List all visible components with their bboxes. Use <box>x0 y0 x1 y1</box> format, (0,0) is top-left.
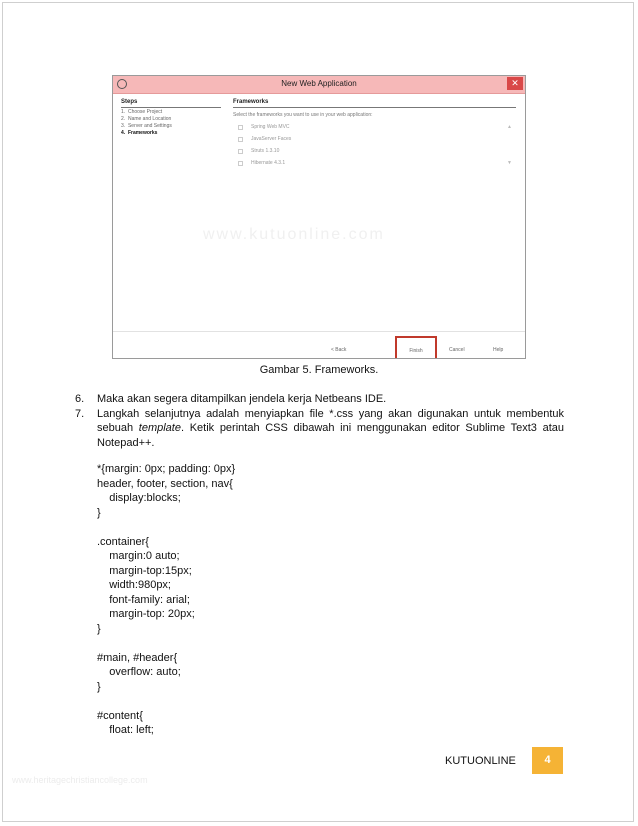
step-item: 2. Name and Location <box>121 116 172 122</box>
framework-item[interactable]: Spring Web MVC ▲ <box>233 121 516 133</box>
cancel-button[interactable]: Cancel <box>449 347 465 353</box>
close-icon[interactable]: ✕ <box>507 77 523 90</box>
steps-panel <box>121 99 221 136</box>
instruction-list <box>75 392 564 450</box>
back-button[interactable]: < Back <box>331 347 347 353</box>
checkbox-icon[interactable] <box>238 161 243 166</box>
code-line <box>97 694 235 709</box>
list-number: 7. <box>75 407 85 420</box>
list-text: Maka akan segera ditampilkan jendela kerja Netbeans IDE. <box>97 393 387 405</box>
frameworks-panel <box>233 99 516 169</box>
framework-item[interactable]: JavaServer Faces <box>233 133 516 145</box>
code-line: } <box>97 622 101 635</box>
code-line: width:980px; <box>97 579 171 591</box>
dialog-title: New Web Application <box>281 79 357 88</box>
code-line: margin-top: 20px; <box>97 608 195 620</box>
page-number-badge: 4 <box>532 747 563 774</box>
code-line: display:blocks; <box>97 492 181 504</box>
checkbox-icon[interactable] <box>238 137 243 142</box>
code-line: overflow: auto; <box>97 666 181 678</box>
step-item-active: 4. Frameworks <box>121 130 158 136</box>
frameworks-header: Frameworks <box>233 99 516 108</box>
footer-watermark-url: www.heritagechristiancollege.com <box>12 775 148 785</box>
framework-item[interactable]: Hibernate 4.3.1 ▼ <box>233 157 516 169</box>
footer-brand: KUTUONLINE <box>445 755 516 767</box>
dialog-button-bar <box>113 331 525 359</box>
code-line: } <box>97 506 101 519</box>
finish-button[interactable]: Finish <box>409 348 423 354</box>
step-item: 3. Server and Settings <box>121 123 172 129</box>
list-text-emphasis: template <box>138 422 181 434</box>
code-line <box>97 636 235 651</box>
screenshot-watermark: www.kutuonline.com <box>203 226 385 243</box>
framework-item[interactable]: Struts 1.3.10 <box>233 145 516 157</box>
list-item <box>75 407 564 451</box>
scroll-up-icon[interactable]: ▲ <box>507 124 512 130</box>
code-line <box>97 520 235 535</box>
code-line: .container{ <box>97 535 149 548</box>
list-text: . Ketik perintah CSS dibawah ini menggunakan editor Sublime Text3 atau Notepad++. <box>97 422 564 449</box>
finish-button-highlight[interactable] <box>395 336 437 359</box>
code-line: #main, #header{ <box>97 651 178 664</box>
code-line: float: left; <box>97 724 154 736</box>
code-line: header, footer, section, nav{ <box>97 477 233 490</box>
checkbox-icon[interactable] <box>238 149 243 154</box>
code-line: margin-top:15px; <box>97 564 192 577</box>
code-line: *{margin: 0px; padding: 0px} <box>97 463 236 475</box>
code-line: #content{ <box>97 709 143 722</box>
list-text: Langkah selanjutnya adalah menyiapkan file *.css yang akan digunakan untuk membentuk sebuah <box>97 407 564 434</box>
step-item: 1. Choose Project <box>121 109 163 115</box>
code-line: } <box>97 680 101 693</box>
checkbox-icon[interactable] <box>238 125 243 130</box>
figure-caption: Gambar 5. Frameworks. <box>259 364 379 376</box>
help-button[interactable]: Help <box>493 347 504 353</box>
list-item <box>75 392 564 407</box>
code-line: margin:0 auto; <box>97 550 180 562</box>
frameworks-description: Select the frameworks you want to use in your web application: <box>233 112 373 118</box>
css-code-block <box>97 462 235 738</box>
dialog-titlebar <box>113 76 525 94</box>
list-number: 6. <box>75 393 85 405</box>
new-web-application-screenshot <box>112 75 526 359</box>
scroll-down-icon[interactable]: ▼ <box>507 160 512 166</box>
steps-header: Steps <box>121 99 221 108</box>
frameworks-list <box>233 121 516 169</box>
code-line: font-family: arial; <box>97 593 190 606</box>
